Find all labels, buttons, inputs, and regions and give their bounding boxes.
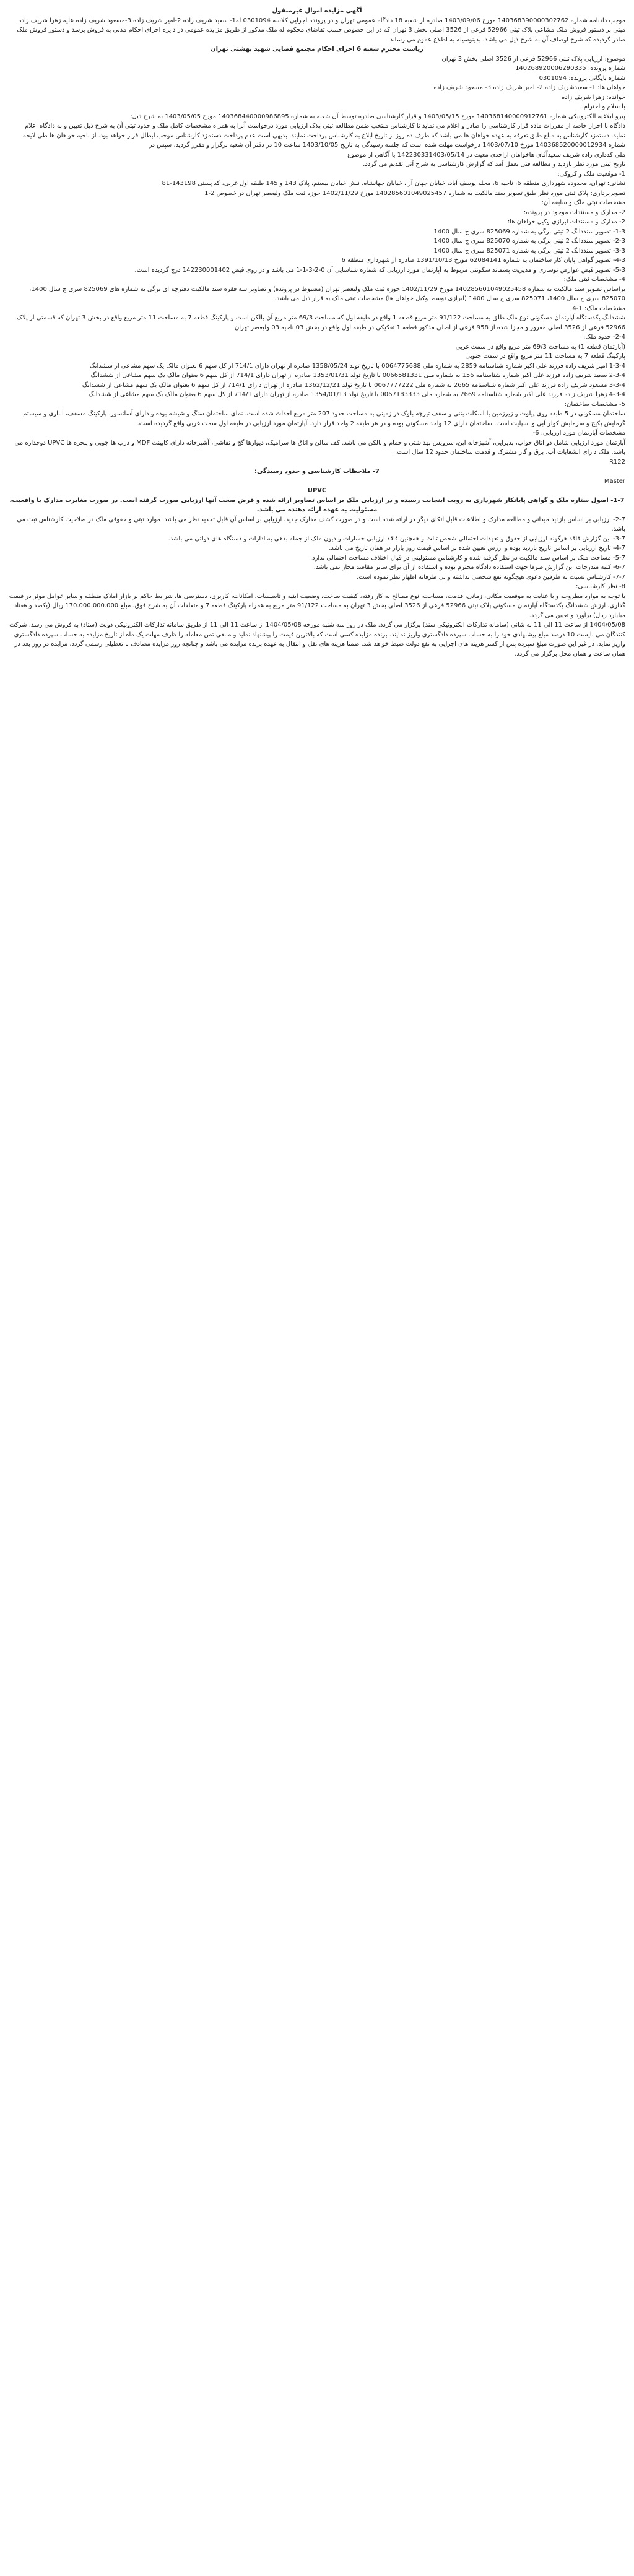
- document-line: 3-3- تصویر سنددانگ 2 ثبتی برگی به شماره 825071 سری ج سال 1400: [433, 247, 625, 254]
- document-line: موجب دادنامه شماره 140368390000302762 مورخ 1403/09/06 صادره از شعبه 18 دادگاه عمومی تهران و در پرونده اجرایی کلاسه 0301094 له1- سعید شریف زاده 2-امیر شریف زاده 3-مسعود شریف زاده علیه زهرا شریف زاده مبنی بر دستور فروش ملک مشاعی پلاک ثبتی 52966 فرعی از 3526 اصلی بخش 3 تهران که در این خصوص حسب تقاضای محکوم له ملک مذکور از طریق مزایده عمومی در دایره اجرای احکام مدنی به فروش برسد و دستور فروش ملک صادر گردیده که شرح اوصاف آن به شرح ذیل می باشد. بدینوسیله به اطلاع عموم می رساند: [17, 17, 625, 43]
- document-title: آگهی مزایده اموال غیرمنقول: [272, 7, 362, 14]
- document-line: 1-7- اصول ستاره ملک و گواهی پایانکار شهرداری به رویت اینجانب رسیده و در ارزیابی ملک بر اساس تصاویر ارائه شده و فرض صحت آنها ارزیابی صورت گرفته است. در صورت مغایرت مدارک با واقعیت، مسئولیت به عهده ارائه دهنده می باشد.: [9, 497, 625, 513]
- document-line: 5-7- مساحت ملک بر اساس سند مالکیت در نظر گرفته شده و کارشناس مسئولیتی در قبال اختلاف مساحت احتمالی ندارد.: [310, 554, 625, 562]
- document-line: نشانی: تهران، محدوده شهرداری منطقه 6، ناحیه 6، محله یوسف آباد، خیابان جهان آرا، خیابان جهانشاه، نبش خیابان بیستم، پلاک 143 و 145 طبقه اول غربی، کد پستی 143198-81: [162, 180, 625, 187]
- document-line: 1-3-4 امیر شریف زاده فرزند علی اکبر شماره شناسنامه 2859 به شماره ملی 0064775688 با تاریخ تولد 1358/05/24 صادره از تهران دارای 714/1 از کل سهم 6 بعنوان مالک یک سهم مشاعی از ششدانگ: [89, 362, 625, 370]
- document-line: 3-3-4 مسعود شریف زاده فرزند علی اکبر شماره شناسنامه 2665 به شماره ملی 0067777222 با تاریخ تولد 1362/12/21 صادره از تهران دارای 714/1 از کل سهم 6 بعنوان مالک یک سهم مشاعی از ششدانگ: [82, 381, 625, 389]
- document-line: 7- ملاحظات کارشناسی و حدود رسیدگی:: [254, 468, 380, 475]
- document-line: مشخصات آپارتمان مورد ارزیابی: 6-: [532, 430, 625, 436]
- document-line: شماره پرونده: 140268920006290335: [515, 65, 625, 72]
- document-line: 2- مدارک و مستندات موجود در پرونده:: [523, 209, 625, 216]
- document-line: خوانده: زهرا شریف زاده: [561, 93, 625, 101]
- document-line: R122: [609, 458, 625, 466]
- document-line: پیرو ابلاغیه الکترونیکی شماره 140368140000912761 مورخ 1403/05/15 و قرار کارشناسی صادره توسط آن شعبه به شماره 140368440000986895 مورخ 1403/05/05 به شرح ذیل:: [130, 113, 625, 120]
- document-line: 4-7- تاریخ ارزیابی بر اساس تاریخ بازدید بوده و ارزش تعیین شده بر اساس قیمت روز بازار در همان تاریخ می باشد.: [329, 545, 625, 552]
- document-line: 5- مشخصات ساختمان:: [564, 401, 625, 408]
- document-line: ششدانگ یکدستگاه آپارتمان مسکونی نوع ملک طلق به مساحت 91/122 متر مربع قطعه 1 واقع در طبقه اول که مساحت 69/3 متر مربع آن بالکن است و پارکینگ قطعه 7 به مساحت 11 متر مربع واقع در بخش 3 تهران که قسمتی از پلاک 52966 فرعی از 3526 اصلی مفروز و مجزا شده از 958 فرعی از اصلی مذکور قطعه 1 تفکیکی در طبقه اول واقع در بخش 03 ناحیه 03 ولیعصر تهران: [17, 314, 625, 331]
- document-line: آپارتمان مورد ارزیابی شامل دو اتاق خواب، پذیرایی، آشپزخانه اپن، سرویس بهداشتی و حمام و بالکن می باشد. کف سالن و اتاق ها سرامیک، دیوارها گچ و نقاشی، آشپزخانه دارای کابینت MDF و درب ها چوبی و پنجره ها UPVC دوجداره می باشد. ملک دارای انشعابات آب، برق و گاز مشترک و قدمت ساختمان حدود 12 سال است.: [14, 439, 625, 456]
- document-line: ملی کدداری زاده شریف سعیدآقای هاخواهان ازاحدی معیت در 142230331403/05/14 با آگاهی از موضوع: [347, 151, 625, 158]
- document-line: 2- مدارک و مستندات ابرازی وکیل خواهان ها:: [507, 219, 625, 225]
- document-page: [0, 0, 634, 669]
- document-line: 6-7- کلیه مندرجات این گزارش صرفا جهت استفاده دادگاه محترم بوده و استفاده از آن برای سایر مقاصد مجاز نمی باشد.: [313, 564, 625, 571]
- document-line: تاریخ ثبتی مورد نظر بازدید و مطالعه فنی بعمل آمد که گزارش کارشناسی به شرح آتی تقدیم می گردد.: [363, 161, 625, 168]
- document-line: خواهان ها: 1- سعیدشریف زاده 2- امیر شریف زاده 3- مسعود شریف زاده: [433, 84, 625, 91]
- document-line: 4-3-4 زهرا شریف زاده فرزند علی اکبر شماره شناسنامه 2669 به شماره ملی 0067183333 با تاریخ تولد 1354/01/13 صادره از تهران دارای 714/1 از کل سهم 6 بعنوان مالک یک سهم مشاعی از ششدانگ: [89, 391, 625, 398]
- document-line: 2-3- تصویر سنددانگ 2 ثبتی برگی به شماره 825070 سری ج سال 1400: [433, 238, 625, 245]
- document-line: 1-3- تصویر سنددانگ 2 ثبتی برگی به شماره 825069 سری ج سال 1400: [433, 228, 625, 235]
- document-line: 5-3- تصویر قبض عوارض نوسازی و مدیریت پسماند سکونتی مربوط به آپارتمان مورد ارزیابی که شماره شناسایی آن 0-2-3-1-1 می باشد و در روی قبض 142230001402 درج گردیده است.: [134, 266, 625, 274]
- document-line: 2-3-4 سعید شریف زاده فرزند علی اکبر شماره شناسنامه 156 به شماره ملی 0066581331 با تاریخ تولد 1353/01/31 صادره از تهران دارای 714/1 از کل سهم 6 بعنوان مالک یک سهم مشاعی از ششدانگ: [90, 372, 625, 379]
- document-line: 2-7- ارزیابی بر اساس بازدید میدانی و مطالعه مدارک و اطلاعات قابل اتکای دیگر در ارائه شده است و در صورت کشف مدارک جدید، ارزیابی بر اساس آن قابل تجدید نظر می باشد. موارد ثبتی و حقوقی ملک در صلاحیت کارشناس ثبت می باشد.: [17, 516, 625, 532]
- document-line: با سلام و احترام،: [581, 103, 625, 110]
- document-line: 1- موقعیت ملک و کروکی:: [557, 170, 625, 178]
- document-line: ساختمان مسکونی در 5 طبقه روی پیلوت و زیرزمین با اسکلت بتنی و سقف تیرچه بلوک در زمینی به مساحت حدود 207 متر مربع احداث شده است. نمای ساختمان سنگ و شیشه بوده و دارای آسانسور، پارکینگ مسقف، انباری و سیستم گرمایش پکیج و سرمایش کولر آبی و اسپلیت است. ساختمان دارای 12 واحد مسکونی بوده و در هر طبقه 2 واحد قرار دارد. آپارتمان مورد ارزیابی در طبقه اول سمت غربی واقع گردیده است.: [23, 410, 625, 427]
- document-line: UPVC: [307, 487, 327, 494]
- document-line: 7-7- کارشناس نسبت به طرفین دعوی هیچگونه نفع شخصی نداشته و بی طرفانه اظهار نظر نموده است.: [357, 573, 625, 581]
- document-line: Master: [604, 477, 625, 485]
- document-line: 4- مشخصات ثبتی ملک:: [563, 276, 625, 283]
- document-line: 8- نظر کارشناسی:: [575, 583, 625, 590]
- document-line: موضوع: ارزیابی پلاک ثبتی 52966 فرعی از 3526 اصلی بخش 3 تهران: [441, 55, 625, 63]
- document-line: 1404/05/08 از ساعت 11 الی 11 به شانی (سامانه تدارکات الکترونیکی سند) برگزار می گردد. ملک در روز سه شنبه مورخه 1404/05/08 از ساعت 11 الی 11 از طریق سامانه تدارکات الکترونیکی دولت (ستاد) به فروش می رسد. شرکت کنندگان می بایست 10 درصد مبلغ پیشنهادی خود را به حساب سپرده دادگستری واریز نمایند. برنده مزایده کسی است که بالاترین قیمت را پیشنهاد نماید و مابقی ثمن معامله را ظرف مهلت یک ماه از تاریخ مزایده به حساب سپرده دادگستری واریز نماید. در غیر این صورت مبلغ سپرده پس از کسر هزینه های اجرایی به نفع دولت ضبط خواهد شد. ضمنا هزینه های نقل و انتقال به عهده برنده مزایده می باشد و چنانچه روز مزایده مصادف با تعطیلی رسمی گردد، مزایده در روز بعد در همان ساعت و همان محل برگزار می گردد.: [9, 622, 625, 657]
- document-line: با توجه به موارد مطروحه و با عنایت به موقعیت مکانی، زمانی، قدمت، مساحت، نوع مصالح به کار رفته، کیفیت ساخت، وضعیت ابنیه و تاسیسات، امکانات، کاربری، دسترسی ها، شرایط حاکم بر بازار املاک منطقه و سایر عوامل موثر در قیمت گذاری، ارزش ششدانگ یکدستگاه آپارتمان مسکونی پلاک ثبتی 52966 فرعی از 3526 اصلی بخش 3 تهران به مساحت 91/122 متر مربع به همراه پارکینگ قطعه 7 و متعلقات آن به شرح فوق، مبلغ 170.000.000.000 ریال (یکصد و هفتاد میلیارد ریال) برآورد و تعیین می گردد.: [9, 592, 625, 619]
- document-line: 2-4- حدود ملک:: [583, 334, 625, 340]
- document-line: مشخصات ثبتی ملک و سابقه آن:: [541, 199, 625, 206]
- document-line: پارکینگ قطعه 7 به مساحت 11 متر مربع واقع در سمت جنوبی: [465, 353, 625, 360]
- document-line: ریاست محترم شعبه 6 اجرای احکام مجتمع قضایی شهید بهشتی تهران: [211, 46, 423, 53]
- document-line: شماره بایگانی پرونده: 0301094: [539, 74, 625, 82]
- document-line: تصویربرداری: پلاک ثبتی مورد نظر طبق تصویر سند مالکیت به شماره 140285601049025457 مورخ 1402/11/29 حوزه ثبت ملک ولیعصر تهران در خصوص 2-1: [204, 189, 625, 197]
- document-line: دادگاه با احراز خاصه از مقررات ماده قرار کارشناسی را صادر و اعلام می نماید تا کارشناس منتخب ضمن مطالعه ثبتی پلاک ارزیابی مورد درخواست آنرا به همراه مشخصات کامل ملک و حدود ثبتی آن به شرح ذیل تعیین و به دادگاه اعلام نماید. دستمزد کارشناس به مبلغ طبق تعرفه به عهده خواهان ها می باشد که ظرف ده روز از تاریخ ابلاغ به کارشناس پرداخت نمایند. بدیهی است عدم پرداخت دستمزد کارشناس موجب ابطال قرار خواهد بود. از ناحیه خواهان ها طی لایحه شماره 140368520000012934 مورخ 1403/07/10 درخواست مهلت شده است که جلسه رسیدگی به تاریخ 1403/10/05 ساعت 10 در دفتر آن شعبه برگزار و مقرر گردید. سپس در: [22, 123, 625, 149]
- document-line: براساس تصویر سند مالکیت به شماره 140285601049025458 مورخ 1402/11/29 حوزه ثبت ملک ولیعصر تهران (مضبوط در پرونده) و تصاویر سه فقره سند مالکیت دفترچه ای برگی به شماره های 825069 سری ج سال 1400، 825070 سری ج سال 1400، 825071 سری ج سال 1400 (ابرازی توسط وکیل خواهان ها) مشخصات ثبتی ملک به قرار ذیل می باشد.: [29, 285, 625, 302]
- document-line: 3-7- این گزارش فاقد هرگونه ارزیابی از حقوق و تعهدات احتمالی شخص ثالث و همچنین فاقد ارزیابی خسارات و دیون ملک از جمله بدهی به ادارات و دستگاه های دولتی می باشد.: [168, 535, 625, 542]
- document-line: (آپارتمان قطعه 1) به مساحت 69/3 متر مربع واقع در سمت غربی: [455, 343, 625, 350]
- document-line: 4-3- تصویر گواهی پایان کار ساختمان به شماره 62084141 مورخ 1391/10/13 صادره از شهرداری منطقه 6: [341, 257, 625, 264]
- document-line: مشخصات ملک: 1-4: [572, 305, 625, 312]
